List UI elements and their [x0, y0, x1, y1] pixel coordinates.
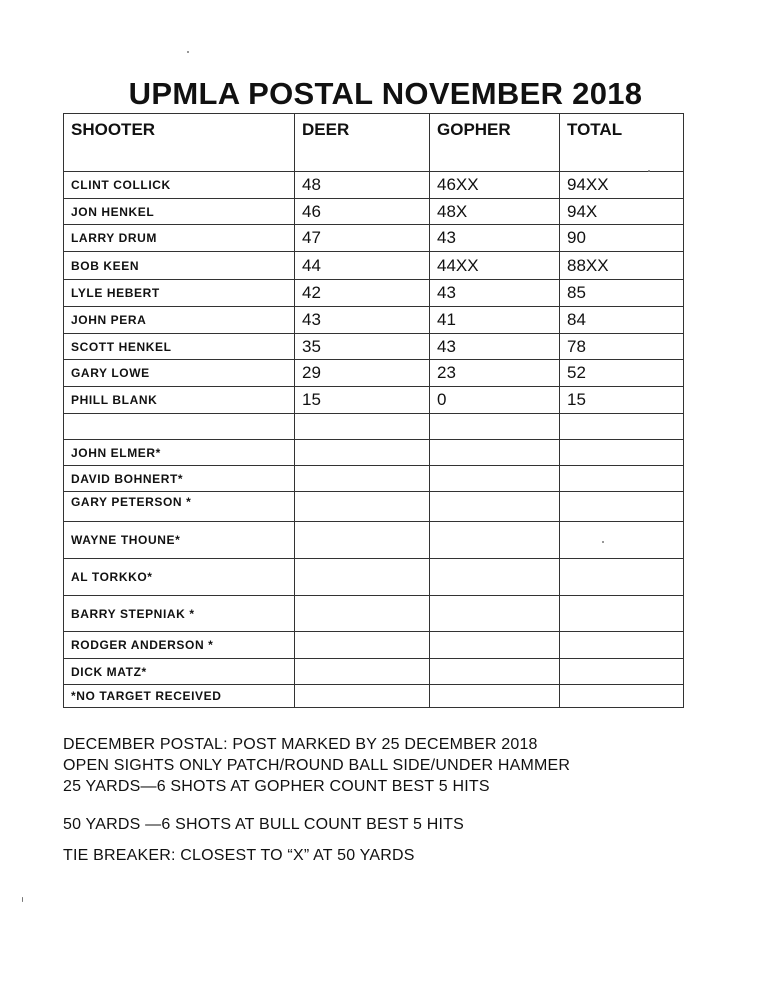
shooter-name: AL TORKKO* — [64, 559, 295, 596]
note-line: TIE BREAKER: CLOSEST TO “X” AT 50 YARDS — [63, 847, 415, 864]
shooter-name: PHILL BLANK — [64, 387, 295, 414]
shooter-name: SCOTT HENKEL — [64, 334, 295, 360]
scan-speck — [22, 897, 23, 902]
scan-speck — [187, 51, 189, 53]
gopher-score: 43 — [430, 225, 560, 252]
note-line: 50 YARDS —6 SHOTS AT BULL COUNT BEST 5 HITS — [63, 816, 465, 833]
scan-speck — [648, 170, 650, 172]
shooter-name: DAVID BOHNERT* — [64, 466, 295, 492]
deer-score: 43 — [295, 307, 430, 334]
page-title: UPMLA POSTAL NOVEMBER 2018 — [128, 76, 643, 111]
table-row — [64, 632, 684, 659]
shooter-name: JOHN PERA — [64, 307, 295, 334]
column-header-deer: DEER — [295, 114, 430, 172]
header-row — [64, 114, 684, 172]
gopher-score: 48X — [430, 199, 560, 225]
gopher-score: 44XX — [430, 252, 560, 280]
total-score: 52 — [560, 360, 684, 387]
shooter-name: JOHN ELMER* — [64, 440, 295, 466]
note-line: DECEMBER POSTAL: POST MARKED BY 25 DECEMBER 2018 — [63, 736, 538, 753]
table-row — [64, 225, 684, 252]
total-score: 84 — [560, 307, 684, 334]
footnote-no-target: *NO TARGET RECEIVED — [64, 685, 295, 708]
note-line: OPEN SIGHTS ONLY PATCH/ROUND BALL SIDE/UNDER HAMMER — [63, 757, 571, 774]
shooter-name: GARY LOWE — [64, 360, 295, 387]
total-score: 78 — [560, 334, 684, 360]
shooter-name: BOB KEEN — [64, 252, 295, 280]
table-row — [64, 199, 684, 225]
table-row — [64, 387, 684, 414]
deer-score: 42 — [295, 280, 430, 307]
scores-table — [63, 113, 684, 708]
total-score: 94XX — [560, 172, 684, 199]
column-header-total: TOTAL — [560, 114, 684, 172]
deer-score: 48 — [295, 172, 430, 199]
total-score: 15 — [560, 387, 684, 414]
shooter-name: LARRY DRUM — [64, 225, 295, 252]
deer-score: 35 — [295, 334, 430, 360]
deer-score: 29 — [295, 360, 430, 387]
column-header-gopher: GOPHER — [430, 114, 560, 172]
scan-speck — [602, 541, 604, 543]
shooter-name: GARY PETERSON * — [64, 492, 295, 522]
deer-score: 46 — [295, 199, 430, 225]
table-row — [64, 307, 684, 334]
table-row — [64, 596, 684, 632]
deer-score: 47 — [295, 225, 430, 252]
table-row — [64, 685, 684, 708]
gopher-score: 23 — [430, 360, 560, 387]
notes-section — [63, 734, 753, 866]
gopher-score: 41 — [430, 307, 560, 334]
note-line: 25 YARDS—6 SHOTS AT GOPHER COUNT BEST 5 HITS — [63, 778, 490, 795]
shooter-name: BARRY STEPNIAK * — [64, 596, 295, 632]
total-score: 90 — [560, 225, 684, 252]
total-score: 88XX — [560, 252, 684, 280]
table-row — [64, 360, 684, 387]
table-row — [64, 172, 684, 199]
shooter-name: DICK MATZ* — [64, 659, 295, 685]
gopher-score: 46XX — [430, 172, 560, 199]
table-row — [64, 252, 684, 280]
shooter-name: WAYNE THOUNE* — [64, 522, 295, 559]
deer-score: 44 — [295, 252, 430, 280]
shooter-name: CLINT COLLICK — [64, 172, 295, 199]
gopher-score: 0 — [430, 387, 560, 414]
empty-row — [64, 414, 684, 440]
gopher-score: 43 — [430, 334, 560, 360]
table-row — [64, 559, 684, 596]
table-row — [64, 659, 684, 685]
shooter-name: JON HENKEL — [64, 199, 295, 225]
table-row — [64, 466, 684, 492]
table-row — [64, 522, 684, 559]
shooter-name: RODGER ANDERSON * — [64, 632, 295, 659]
table-row — [64, 280, 684, 307]
table-row — [64, 334, 684, 360]
table-row — [64, 440, 684, 466]
column-header-shooter: SHOOTER — [64, 114, 295, 172]
total-score: 94X — [560, 199, 684, 225]
table-row — [64, 492, 684, 522]
gopher-score: 43 — [430, 280, 560, 307]
deer-score: 15 — [295, 387, 430, 414]
shooter-name: LYLE HEBERT — [64, 280, 295, 307]
total-score: 85 — [560, 280, 684, 307]
